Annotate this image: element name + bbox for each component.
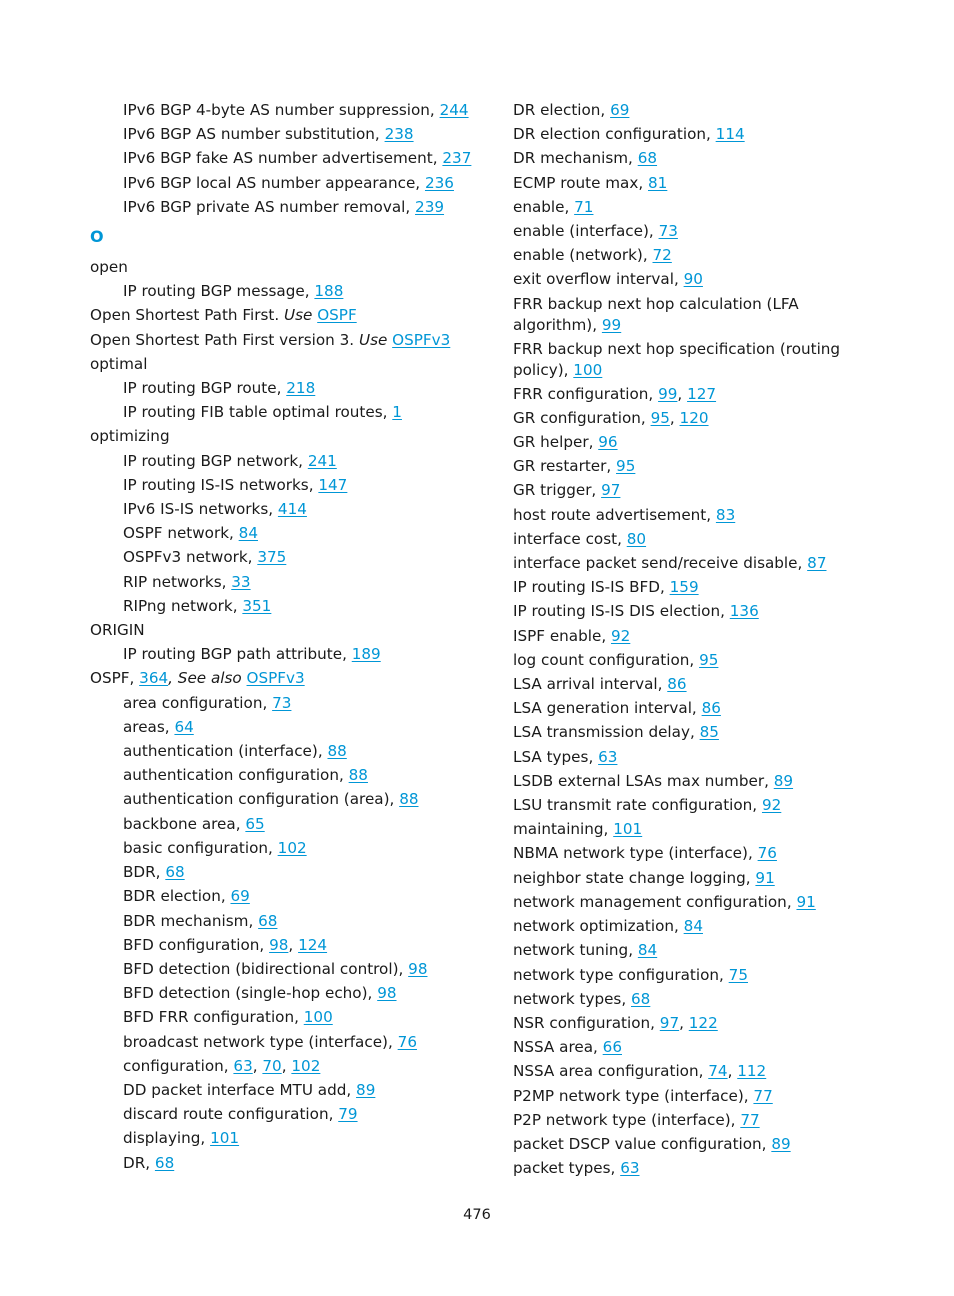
index-subentry — [90, 570, 450, 594]
page-number: 476 — [463, 1207, 491, 1223]
page-reference-link[interactable]: 91 — [796, 892, 816, 911]
page-reference-link[interactable]: 99 — [658, 384, 678, 403]
page-reference-link[interactable]: 74 — [708, 1062, 728, 1081]
index-subentry — [90, 497, 450, 521]
entry-text: exit overflow interval, — [513, 270, 684, 289]
page-reference-link[interactable]: 89 — [356, 1080, 376, 1099]
entry-text: LSA transmission delay, — [513, 723, 700, 742]
page-reference-link[interactable]: 351 — [242, 596, 272, 615]
index-entry — [513, 890, 843, 914]
index-entry — [513, 243, 843, 267]
index-entry — [513, 98, 843, 122]
index-entry — [90, 303, 450, 327]
index-subentry — [90, 884, 450, 908]
index-entry — [513, 267, 843, 291]
page-reference-link[interactable]: 79 — [338, 1105, 358, 1124]
index-entry — [513, 1011, 843, 1035]
page-reference-link[interactable]: 92 — [761, 796, 782, 815]
entry-text: NSSA area, — [513, 1038, 603, 1057]
page-reference-link[interactable]: 84 — [238, 524, 258, 543]
index-subentry — [90, 521, 450, 545]
index-entry — [513, 672, 843, 696]
entry-text: DR election configuration, — [513, 125, 716, 144]
entry-text: ISPF enable, — [513, 626, 611, 645]
page-reference-link[interactable]: 63 — [620, 1159, 640, 1178]
index-entry — [90, 424, 450, 448]
page-reference-link[interactable]: 237 — [442, 149, 472, 168]
page-reference-link[interactable]: 98 — [408, 959, 428, 978]
index-entry — [90, 255, 450, 279]
page-reference-link[interactable]: 77 — [753, 1086, 773, 1105]
entry-text: OSPF, — [90, 669, 140, 688]
index-subentry — [90, 739, 450, 763]
entry-text: optimizing — [90, 427, 170, 446]
index-entry — [513, 1084, 843, 1108]
index-entry — [513, 769, 843, 793]
entry-text: enable (network), — [513, 246, 653, 265]
index-entry — [513, 938, 843, 962]
entry-text: IP routing BGP path attribute, — [123, 645, 352, 664]
page-reference-link[interactable]: 95 — [650, 408, 670, 427]
page-reference-link[interactable]: 64 — [174, 717, 194, 736]
entry-text: IPv6 BGP private AS number removal, — [123, 197, 416, 216]
page-reference-link[interactable]: 112 — [737, 1062, 767, 1081]
page-reference-link[interactable]: 68 — [154, 1153, 175, 1172]
page-reference-link[interactable]: 33 — [231, 572, 251, 591]
index-subentry — [90, 957, 450, 981]
page-reference-link[interactable]: 238 — [384, 125, 414, 144]
entry-text: IPv6 BGP fake AS number advertisement, — [123, 149, 443, 168]
entry-text: network type configuration, — [513, 965, 729, 984]
page-reference-link[interactable]: 89 — [773, 771, 794, 790]
entry-text: FRR backup next hop calculation (LFA algorithm), — [513, 294, 799, 334]
entry-text: maintaining, — [513, 820, 614, 839]
entry-text: P2MP network type (interface), — [513, 1086, 754, 1105]
index-entry — [513, 430, 843, 454]
entry-text: GR helper, — [513, 433, 599, 452]
entry-text: P2P network type (interface), — [513, 1110, 741, 1129]
page-reference-link[interactable]: 80 — [626, 529, 647, 548]
entry-text: ECMP route max, — [513, 173, 648, 192]
index-column-right — [513, 98, 843, 1180]
entry-text: area configuration, — [123, 693, 273, 712]
entry-text: IPv6 BGP local AS number appearance, — [123, 173, 425, 192]
page-reference-link[interactable]: 63 — [598, 747, 618, 766]
page-reference-link[interactable]: 375 — [257, 548, 287, 567]
page-reference-link[interactable]: 127 — [687, 384, 717, 403]
page-reference-link[interactable]: 87 — [807, 554, 827, 573]
entry-text: host route advertisement, — [513, 505, 716, 524]
index-entry — [513, 171, 843, 195]
index-subentry — [90, 836, 450, 860]
index-subentry — [90, 98, 469, 122]
index-entry — [513, 406, 843, 430]
index-entry — [513, 122, 843, 146]
page-reference-link[interactable]: 81 — [648, 173, 668, 192]
entry-text: ORIGIN — [90, 621, 145, 640]
page-reference-link[interactable]: 73 — [272, 693, 292, 712]
index-subentry — [90, 1078, 450, 1102]
entry-text: FRR configuration, — [513, 384, 659, 403]
page-reference-link[interactable]: OSPFv3 — [392, 330, 451, 349]
entry-text: log count configuration, — [513, 650, 700, 669]
index-column-left — [90, 98, 472, 1175]
page-reference-link[interactable]: 92 — [610, 626, 631, 645]
page-reference-link[interactable]: 86 — [701, 699, 721, 718]
entry-text: configuration, — [123, 1056, 234, 1075]
page-reference-link[interactable]: 86 — [667, 675, 687, 694]
page-reference-link[interactable]: 76 — [757, 844, 777, 863]
page-reference-link[interactable]: 98 — [377, 984, 397, 1003]
entry-text: IP routing BGP route, — [123, 379, 287, 398]
index-entry — [513, 817, 843, 841]
ref-separator: , — [288, 935, 299, 954]
entry-text: IP routing FIB table optimal routes, — [123, 403, 393, 422]
entry-text: IPv6 BGP AS number substitution, — [123, 125, 385, 144]
index-entry — [90, 352, 450, 376]
index-entry — [513, 720, 843, 744]
index-entry — [513, 1132, 843, 1156]
index-entry — [513, 382, 843, 406]
entry-text: BFD detection (bidirectional control), — [123, 959, 409, 978]
page-reference-link[interactable]: 72 — [652, 246, 672, 265]
index-subentry — [90, 642, 450, 666]
page-reference-link[interactable]: 95 — [699, 650, 719, 669]
entry-text: IPv6 IS-IS networks, — [123, 500, 278, 519]
page-reference-link[interactable]: 96 — [598, 433, 618, 452]
entry-text: LSA types, — [513, 747, 599, 766]
entry-text: NBMA network type (interface), — [513, 844, 758, 863]
entry-text: GR configuration, — [513, 408, 651, 427]
page-reference-link[interactable]: 102 — [277, 838, 307, 857]
entry-text: IP routing BGP network, — [123, 451, 308, 470]
page-reference-link[interactable]: 100 — [573, 360, 603, 379]
entry-text: NSR configuration, — [513, 1013, 660, 1032]
ref-separator: , — [727, 1062, 738, 1081]
ref-separator: , — [281, 1056, 292, 1075]
page-reference-link[interactable]: 84 — [637, 941, 658, 960]
index-subentry — [90, 909, 450, 933]
ref-separator: , — [669, 408, 680, 427]
index-entry — [513, 551, 843, 575]
entry-text: enable (interface), — [513, 222, 659, 241]
page-reference-link[interactable]: 236 — [424, 173, 454, 192]
entry-text: backbone area, — [123, 814, 246, 833]
index-entry — [513, 745, 843, 769]
page-reference-link[interactable]: OSPFv3 — [246, 669, 305, 688]
entry-text: basic configuration, — [123, 838, 278, 857]
page-reference-link[interactable]: 95 — [616, 457, 636, 476]
index-subentry — [90, 122, 450, 146]
page-reference-link[interactable]: 100 — [303, 1008, 333, 1027]
page-reference-link[interactable]: 88 — [399, 790, 419, 809]
index-subentry — [90, 1151, 450, 1175]
entry-text: LSA arrival interval, — [513, 675, 668, 694]
page-reference-link[interactable]: 97 — [601, 481, 621, 500]
page-reference-link[interactable]: 364 — [139, 669, 169, 688]
index-entry — [513, 841, 843, 865]
index-subentry — [90, 545, 450, 569]
entry-text: displaying, — [123, 1129, 211, 1148]
entry-text: RIPng network, — [123, 596, 243, 615]
index-subentry — [90, 691, 450, 715]
page-reference-link[interactable]: 90 — [683, 270, 703, 289]
index-entry — [513, 292, 843, 337]
entry-text: BDR mechanism, — [123, 911, 259, 930]
page-reference-link[interactable]: 239 — [415, 197, 445, 216]
entry-text: network management configuration, — [513, 892, 797, 911]
entry-text: neighbor state change logging, — [513, 868, 756, 887]
index-entry — [513, 1156, 843, 1180]
page-reference-link[interactable]: 84 — [683, 917, 703, 936]
entry-text: DR mechanism, — [513, 149, 638, 168]
page-reference-link[interactable]: 77 — [740, 1110, 760, 1129]
entry-text: authentication configuration, — [123, 766, 349, 785]
entry-text: interface cost, — [513, 529, 627, 548]
page-reference-link[interactable]: 101 — [613, 820, 643, 839]
index-subentry — [90, 933, 450, 957]
index-entry — [513, 963, 843, 987]
entry-text: DR election, — [513, 101, 611, 119]
index-subentry — [90, 981, 450, 1005]
page-reference-link[interactable]: 414 — [277, 500, 307, 519]
index-subentry — [90, 195, 450, 219]
index-subentry — [90, 787, 450, 811]
entry-text: IP routing BGP message, — [123, 282, 315, 301]
index-subentry — [90, 376, 450, 400]
entry-text: broadcast network type (interface), — [123, 1032, 398, 1051]
index-entry — [90, 618, 450, 642]
index-entry — [90, 328, 450, 352]
index-entry — [513, 503, 843, 527]
index-subentry — [90, 1054, 450, 1078]
index-entry — [513, 527, 843, 551]
ref-separator: , — [252, 1056, 263, 1075]
page-reference-link[interactable]: 114 — [715, 125, 745, 144]
index-entry — [513, 624, 843, 648]
entry-text: optimal — [90, 354, 148, 373]
entry-text: IPv6 BGP 4-byte AS number suppression, — [123, 101, 440, 119]
page-reference-link[interactable]: 147 — [318, 475, 348, 494]
page-reference-link[interactable]: 88 — [327, 742, 347, 761]
page-reference-link[interactable]: 75 — [728, 965, 748, 984]
entry-text: BDR, — [123, 863, 166, 882]
index-entry — [513, 914, 843, 938]
entry-text: IP routing IS-IS DIS election, — [513, 602, 730, 621]
page-reference-link[interactable]: 91 — [755, 868, 775, 887]
index-subentry — [90, 146, 472, 170]
page-reference-link[interactable]: 85 — [699, 723, 719, 742]
entry-text: discard route configuration, — [123, 1105, 339, 1124]
index-entry — [513, 696, 843, 720]
entry-text: authentication (interface), — [123, 742, 328, 761]
page-reference-link[interactable]: 73 — [658, 222, 678, 241]
index-subentry — [90, 763, 450, 787]
entry-text: Open Shortest Path First version 3. — [90, 330, 359, 349]
entry-text: BFD FRR configuration, — [123, 1008, 304, 1027]
page-reference-link[interactable]: 69 — [230, 887, 250, 906]
page-reference-link[interactable]: OSPF — [317, 306, 357, 325]
entry-text: BFD detection (single-hop echo), — [123, 984, 378, 1003]
entry-text: LSA generation interval, — [513, 699, 702, 718]
index-subentry — [90, 473, 450, 497]
index-subentry — [90, 812, 450, 836]
page-reference-link[interactable]: 189 — [351, 645, 381, 664]
page-reference-link[interactable]: 101 — [210, 1129, 240, 1148]
page-reference-link[interactable]: 120 — [679, 408, 709, 427]
page-reference-link[interactable]: 1 — [392, 403, 402, 422]
entry-cross-ref-label: Use — [284, 306, 318, 325]
entry-text: packet types, — [513, 1159, 621, 1178]
entry-text: Open Shortest Path First. — [90, 306, 284, 325]
page-reference-link[interactable]: 244 — [439, 101, 469, 119]
entry-text: network optimization, — [513, 917, 684, 936]
index-entry — [90, 666, 450, 690]
entry-text: interface packet send/receive disable, — [513, 554, 808, 573]
page-reference-link[interactable]: 98 — [269, 935, 289, 954]
page-reference-link[interactable]: 68 — [258, 911, 278, 930]
index-entry — [513, 648, 843, 672]
ref-separator: , — [679, 1013, 689, 1032]
index-entry — [513, 866, 843, 890]
entry-text: GR trigger, — [513, 481, 602, 500]
page-reference-link[interactable]: 102 — [291, 1056, 321, 1075]
entry-text: DR, — [123, 1153, 155, 1172]
page-reference-link[interactable]: 188 — [314, 282, 344, 301]
entry-text: packet DSCP value configuration, — [513, 1134, 772, 1153]
index-subentry — [90, 171, 454, 195]
entry-text: BDR election, — [123, 887, 231, 906]
page-reference-link[interactable]: 76 — [397, 1032, 417, 1051]
index-subentry — [90, 279, 450, 303]
page-reference-link[interactable]: 68 — [631, 989, 651, 1008]
index-subentry — [90, 594, 450, 618]
entry-text: authentication configuration (area), — [123, 790, 400, 809]
page-reference-link[interactable]: 99 — [601, 315, 622, 334]
entry-text: O — [90, 227, 104, 247]
entry-text: areas, — [123, 717, 175, 736]
entry-text: RIP networks, — [123, 572, 232, 591]
index-entry — [513, 454, 843, 478]
index-letter-heading — [90, 219, 450, 255]
page-reference-link[interactable]: 124 — [298, 935, 328, 954]
page-reference-link[interactable]: 122 — [688, 1013, 718, 1032]
index-subentry — [90, 400, 450, 424]
page-reference-link[interactable]: 66 — [602, 1038, 622, 1057]
index-entry — [513, 195, 843, 219]
entry-text: enable, — [513, 197, 575, 216]
page-reference-link[interactable]: 63 — [233, 1056, 253, 1075]
index-subentry — [90, 715, 450, 739]
index-entry — [513, 219, 843, 243]
page-reference-link[interactable]: 97 — [659, 1013, 680, 1032]
entry-text: BFD configuration, — [123, 935, 270, 954]
entry-text: IP routing IS-IS BFD, — [513, 578, 670, 597]
entry-text: IP routing IS-IS networks, — [123, 475, 319, 494]
page-reference-link[interactable]: 65 — [245, 814, 265, 833]
index-entry — [513, 337, 843, 382]
page-reference-link[interactable]: 69 — [610, 101, 630, 119]
index-entry — [513, 1035, 843, 1059]
page-reference-link[interactable]: 159 — [669, 578, 699, 597]
page-reference-link[interactable]: 241 — [307, 451, 337, 470]
entry-text: DD packet interface MTU add, — [123, 1080, 357, 1099]
index-entry — [513, 146, 843, 170]
page-reference-link[interactable]: 71 — [574, 197, 594, 216]
index-entry — [513, 793, 843, 817]
entry-text: OSPF network, — [123, 524, 239, 543]
index-subentry — [90, 1005, 450, 1029]
page-reference-link[interactable]: 88 — [348, 766, 368, 785]
page-reference-link[interactable]: 70 — [262, 1056, 282, 1075]
entry-text: open — [90, 258, 128, 277]
entry-text: FRR backup next hop specification (routing policy), — [513, 339, 841, 379]
index-entry — [513, 987, 843, 1011]
index-subentry — [90, 1102, 450, 1126]
entry-cross-ref-label: Use — [358, 330, 393, 349]
entry-text: NSSA area configuration, — [513, 1062, 709, 1081]
entry-text: LSU transmit rate configuration, — [513, 796, 762, 815]
index-entry — [513, 478, 843, 502]
entry-text: GR restarter, — [513, 457, 617, 476]
entry-text: OSPFv3 network, — [123, 548, 258, 567]
ref-separator: , — [677, 384, 688, 403]
index-subentry — [90, 1030, 450, 1054]
index-entry — [513, 1059, 843, 1083]
index-subentry — [90, 860, 450, 884]
page-reference-link[interactable]: 83 — [715, 505, 736, 524]
index-entry — [513, 1108, 843, 1132]
entry-see-also-label: , See also — [168, 669, 247, 688]
entry-text: network tuning, — [513, 941, 638, 960]
page-reference-link[interactable]: 68 — [637, 149, 658, 168]
index-entry — [513, 599, 843, 623]
page-reference-link[interactable]: 68 — [165, 863, 185, 882]
page-reference-link[interactable]: 136 — [729, 602, 759, 621]
index-subentry — [90, 1126, 450, 1150]
index-entry — [513, 575, 843, 599]
entry-text: network types, — [513, 989, 631, 1008]
page-reference-link[interactable]: 89 — [771, 1134, 791, 1153]
entry-text: LSDB external LSAs max number, — [513, 771, 774, 790]
page-reference-link[interactable]: 218 — [286, 379, 316, 398]
index-subentry — [90, 449, 450, 473]
